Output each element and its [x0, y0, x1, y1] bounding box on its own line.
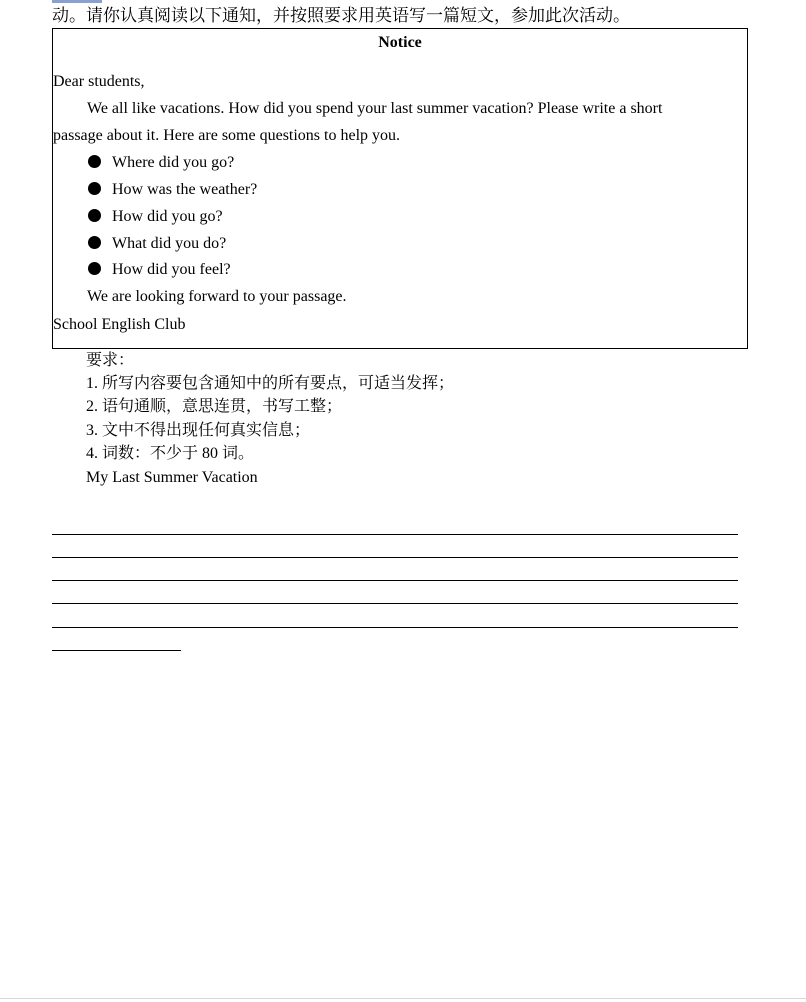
notice-title: Notice — [378, 34, 422, 51]
question-item — [88, 180, 257, 200]
requirements-heading: 要求： — [86, 352, 135, 369]
notice-greeting: Dear students, — [53, 73, 145, 90]
blue-highlight-mark — [52, 0, 102, 3]
bullet-dot-icon — [88, 209, 101, 222]
question-text: What did you do? — [112, 235, 227, 252]
notice-body-line-1: We all like vacations. How did you spend your last summer vacation? Please write a short — [87, 100, 663, 117]
writing-line-short[interactable] — [52, 650, 181, 651]
notice-body-line-2: passage about it. Here are some questions to help you. — [53, 127, 401, 144]
question-item — [88, 260, 231, 280]
notice-closing: We are looking forward to your passage. — [87, 288, 347, 305]
requirement-item: 1. 所写内容要包含通知中的所有要点，可适当发挥； — [86, 375, 455, 392]
requirement-item: 2. 语句通顺，意思连贯，书写工整； — [86, 398, 343, 415]
writing-line[interactable] — [52, 603, 738, 604]
intro-instruction: 动。请你认真阅读以下通知，并按照要求用英语写一篇短文，参加此次活动。 — [52, 6, 630, 25]
bullet-dot-icon — [88, 155, 101, 168]
page-bottom-divider — [0, 998, 806, 999]
requirement-item: 3. 文中不得出现任何真实信息； — [86, 422, 311, 439]
question-text: Where did you go? — [112, 154, 235, 171]
question-item — [88, 207, 223, 227]
bullet-dot-icon — [88, 182, 101, 195]
question-item — [88, 153, 234, 173]
bullet-dot-icon — [88, 262, 101, 275]
writing-line[interactable] — [52, 557, 738, 558]
question-text: How did you go? — [112, 208, 223, 225]
bullet-dot-icon — [88, 236, 101, 249]
requirement-item: 4. 词数：不少于 80 词。 — [86, 445, 255, 462]
writing-line[interactable] — [52, 580, 738, 581]
notice-signature: School English Club — [53, 316, 186, 333]
writing-line[interactable] — [52, 627, 738, 628]
question-item — [88, 234, 226, 254]
question-text: How was the weather? — [112, 181, 258, 198]
question-text: How did you feel? — [112, 261, 231, 278]
essay-title: My Last Summer Vacation — [86, 469, 258, 486]
writing-line[interactable] — [52, 534, 738, 535]
notice-box — [52, 28, 748, 349]
